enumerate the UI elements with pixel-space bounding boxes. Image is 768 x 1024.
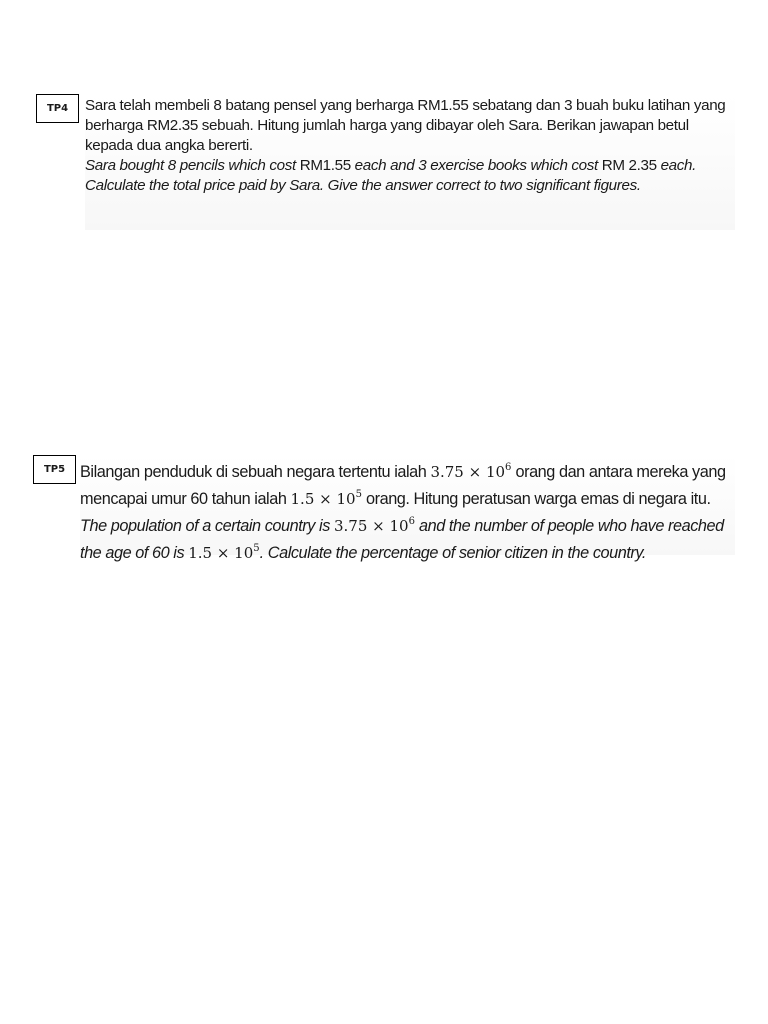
english-text: Sara bought 8 pencils which cost RM1.55 each and 3 exercise books which cost RM 2.35 each. Calculate the total price paid by Sara. Give the answer correct to two significant figures. <box>85 157 696 194</box>
level-tag-label: TP5 <box>43 464 66 475</box>
question-text <box>80 455 735 565</box>
question-text-malay <box>85 94 735 196</box>
seniors-value: $1.5 \times 10^5$ <box>290 489 362 508</box>
question-tp5 <box>80 455 735 562</box>
level-tag-label: TP4 <box>46 103 69 114</box>
malay-text: Bilangan penduduk di sebuah negara tertentu ialah $3.75 \times 10^6$ orang dan antara mereka yang mencapai umur 60 tahun ialah $1.5 \times 10^5$ orang. Hitung peratusan warga emas di negara itu. <box>80 462 726 508</box>
seniors-value: $1.5 \times 10^5$ <box>188 543 260 562</box>
population-value: $3.75 \times 10^6$ <box>430 462 512 481</box>
level-tag-tp4 <box>36 94 79 123</box>
english-text: The population of a certain country is $3.75 \times 10^6$ and the number of people who have reached the age of 60 is $1.5 \times 10^5$. Calculate the percentage of senior citizen in the country. <box>80 516 724 562</box>
question-tp4 <box>85 94 735 230</box>
malay-text: Sara telah membeli 8 batang pensel yang berharga RM1.55 sebatang dan 3 buah buku latihan yang berharga RM2.35 sebuah. Hitung jumlah harga yang dibayar oleh Sara. Berikan jawapan betul kepada dua angka bererti. <box>85 97 726 154</box>
population-value: $3.75 \times 10^6$ <box>333 516 415 535</box>
level-tag-tp5 <box>33 455 76 484</box>
